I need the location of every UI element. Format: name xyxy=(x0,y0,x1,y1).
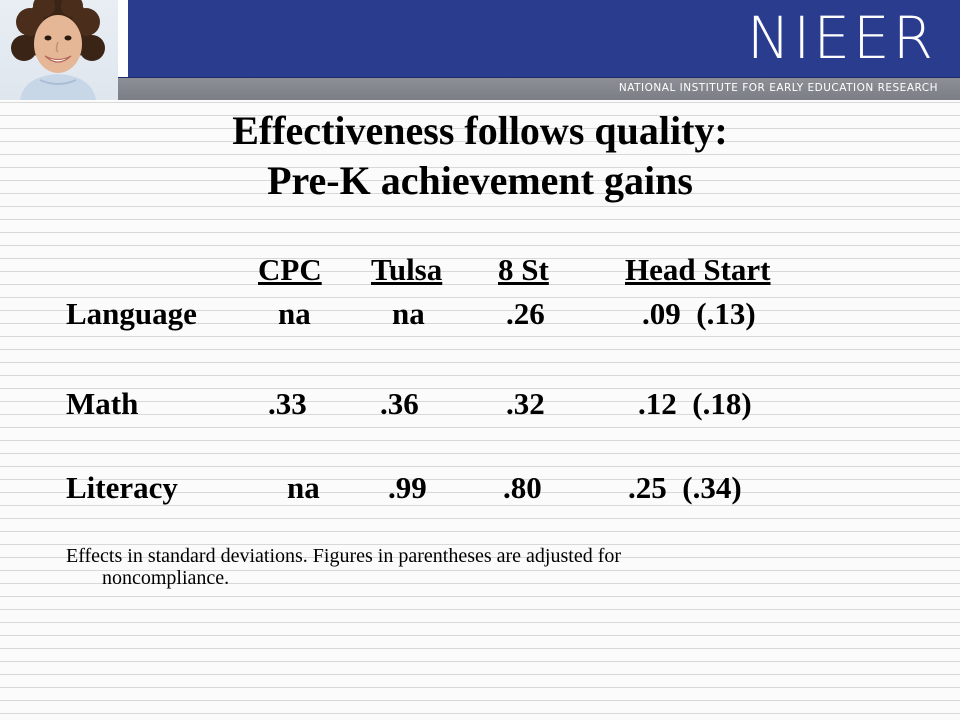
column-header-tulsa: Tulsa xyxy=(371,252,443,287)
child-photo xyxy=(0,0,118,100)
cell-literacy-head-start: .25 (.34) xyxy=(628,470,742,505)
column-header-head-start: Head Start xyxy=(625,252,771,287)
cell-math-8st: .32 xyxy=(506,386,545,421)
title-line-2: Pre-K achievement gains xyxy=(267,158,693,203)
row-label-math: Math xyxy=(66,386,139,421)
cell-language-cpc: na xyxy=(278,296,311,331)
cell-literacy-8st: .80 xyxy=(503,470,542,505)
footnote xyxy=(66,545,826,589)
cell-language-8st: .26 xyxy=(506,296,545,331)
nieer-logo: NIEER xyxy=(746,4,936,72)
cell-math-cpc: .33 xyxy=(268,386,307,421)
slide-header xyxy=(0,0,960,100)
cell-math-head-start: .12 (.18) xyxy=(638,386,752,421)
row-label-literacy: Literacy xyxy=(66,470,178,505)
header-band-gap xyxy=(118,0,128,77)
title-line-1: Effectiveness follows quality: xyxy=(232,108,728,153)
footnote-line-1: Effects in standard deviations. Figures in parentheses are adjusted for xyxy=(66,545,622,567)
cell-language-head-start: .09 (.13) xyxy=(642,296,756,331)
cell-literacy-tulsa: .99 xyxy=(388,470,427,505)
child-photo-icon xyxy=(0,0,118,100)
column-header-cpc: CPC xyxy=(258,252,322,287)
logo-tagline: NATIONAL INSTITUTE FOR EARLY EDUCATION RESEARCH xyxy=(618,82,938,94)
cell-math-tulsa: .36 xyxy=(380,386,419,421)
footnote-line-2: noncompliance. xyxy=(102,567,230,589)
column-header-8st: 8 St xyxy=(498,252,549,287)
cell-literacy-cpc: na xyxy=(287,470,320,505)
cell-language-tulsa: na xyxy=(392,296,425,331)
slide-title xyxy=(0,106,960,206)
row-label-language: Language xyxy=(66,296,197,331)
